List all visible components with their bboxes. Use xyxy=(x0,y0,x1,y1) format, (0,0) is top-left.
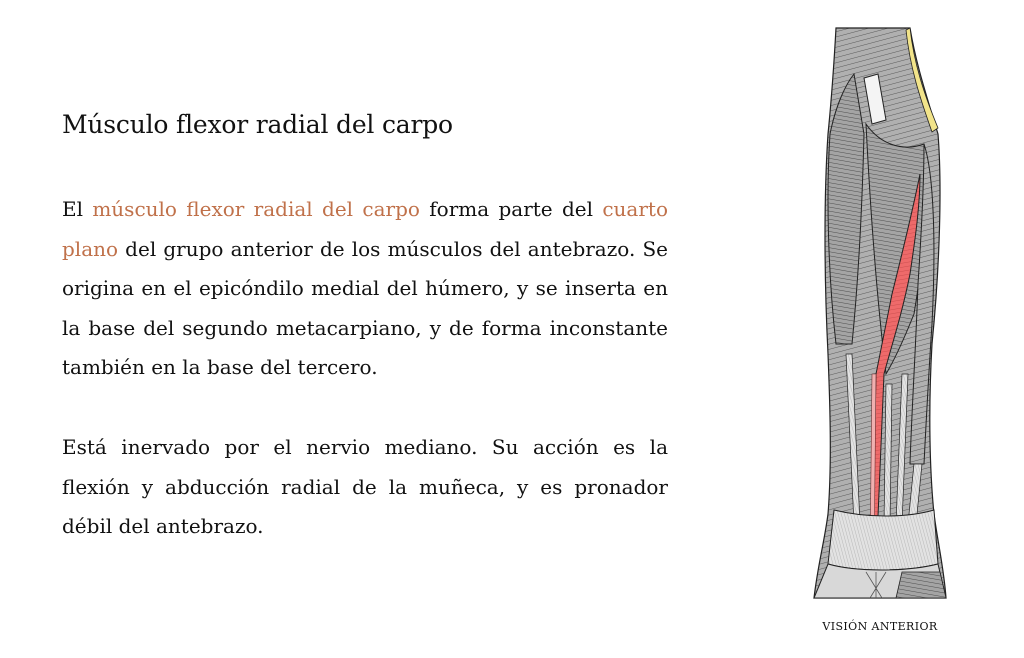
text-segment: El xyxy=(62,197,93,221)
wrist-retinaculum xyxy=(828,510,938,570)
text-segment: forma parte del xyxy=(419,197,603,221)
thenar-muscle xyxy=(896,572,946,598)
forearm-anatomy-illustration xyxy=(806,24,954,602)
paragraph-innervation: Está inervado por el nervio mediano. Su acción es la flexión y abducción radial de la muñeca, y es pronador débil del antebrazo. xyxy=(62,435,668,538)
figure-caption: VISIÓN ANTERIOR xyxy=(822,620,938,633)
page-title: Músculo flexor radial del carpo xyxy=(62,110,453,139)
paragraph-origin xyxy=(62,190,668,388)
link-cuarto-plano[interactable]: cuarto plano xyxy=(62,197,668,261)
link-musculo-flexor-radial[interactable]: músculo flexor radial del carpo xyxy=(92,197,420,221)
text-segment: del grupo anterior de los músculos del antebrazo. Se origina en el epicóndilo medial del húmero, y se inserta en la base del segundo metacarpiano, y de forma inconstante también en la base del tercero. xyxy=(62,236,668,379)
